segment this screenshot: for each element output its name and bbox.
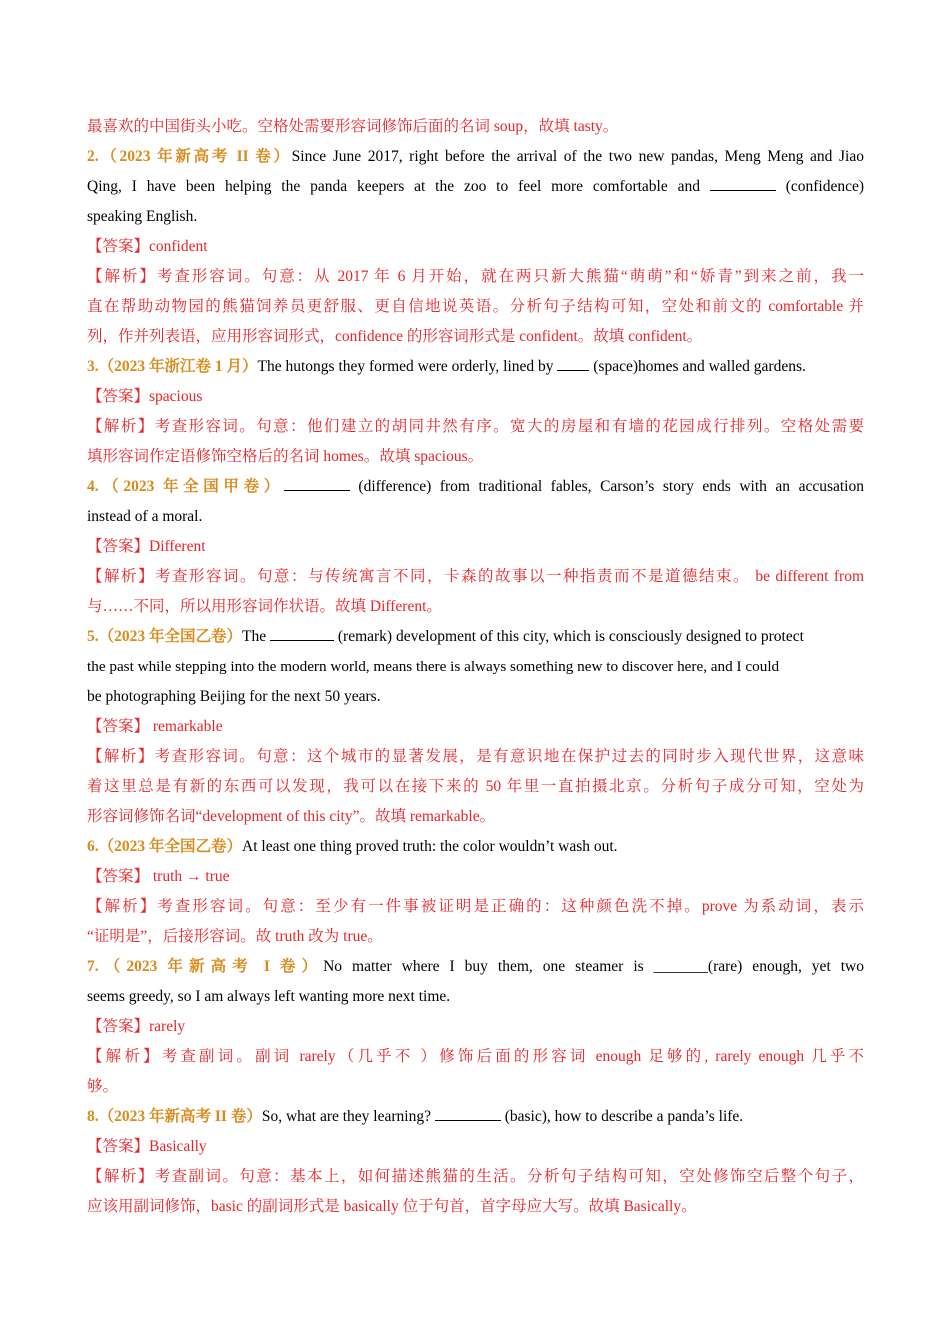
q2-text2a: Qing, I have been helping the panda keepers at the zoo to feel more comfortable and (87, 178, 700, 195)
q7-answer: 【答案】rarely (87, 1018, 186, 1035)
q5-question-line2: the past while stepping into the modern world, means there is always something new to discover here, and I could (87, 658, 780, 675)
q3-answer: 【答案】spacious (87, 388, 203, 405)
q3-answer-blank (557, 355, 589, 371)
q2-question-line3: speaking English. (87, 208, 198, 225)
q3-analysis-line1: 【解析】考查形容词。句意：他们建立的胡同井然有序。宽大的房屋和有墙的花园成行排列。空格处需要 (87, 418, 864, 435)
document-page (87, 112, 864, 1222)
q8-answer-blank (435, 1105, 501, 1121)
q7-question-line1 (87, 952, 864, 982)
q5-analysis-line3: 形容词修饰名词“development of this city”。故填 remarkable。 (87, 808, 496, 825)
q2-answer: 【答案】confident (87, 238, 208, 255)
q4-question-line1 (87, 472, 864, 502)
q2-hint: (confidence) (785, 178, 865, 195)
q8-question-line1 (87, 1102, 864, 1132)
q6-question-line1 (87, 832, 864, 862)
q6-analysis-line1: 【解析】考查形容词。句意：至少有一件事被证明是正确的：这种颜色洗不掉。prove 为系动词，表示 (87, 898, 864, 915)
q5-text: The (242, 628, 267, 645)
q6-label: 6.（2023 年全国乙卷） (87, 838, 243, 855)
q4-label: 4.（2023 年全国甲卷） (87, 478, 284, 495)
q7-label: 7.（2023 年新高考 I 卷） (87, 958, 324, 975)
q5-question-line1 (87, 622, 864, 652)
q6-text: At least one thing proved truth: the color wouldn’t wash out. (242, 838, 618, 855)
q3-question-line1 (87, 352, 864, 382)
q2-question-line2 (87, 172, 864, 202)
q3-analysis-line2: 填形容词作定语修饰空格后的名词 homes。故填 spacious。 (87, 448, 484, 465)
q2-analysis-line1: 【解析】考查形容词。句意：从 2017 年 6 月开始，就在两只新大熊猫“萌萌”和“娇青”到来之前，我一 (87, 268, 864, 285)
q8-hint: (basic), how to describe a panda’s life. (504, 1108, 744, 1125)
q4-analysis-line2: 与……不同，所以用形容词作状语。故填 Different。 (87, 598, 442, 615)
q7-analysis-line1: 【解析】考查副词。副词 rarely（几乎不 ）修饰后面的形容词 enough 足够的, rarely enough 几乎不 (87, 1048, 864, 1065)
q5-analysis-line2: 着这里总是有新的东西可以发现，我可以在接下来的 50 年里一直拍摄北京。分析句子成分可知，空处为 (87, 778, 864, 795)
q5-label: 5.（2023 年全国乙卷） (87, 628, 243, 645)
q2-text: Since June 2017, right before the arrival of the two new pandas, Meng Meng and Jiao (291, 148, 864, 165)
q8-text: So, what are they learning? (261, 1108, 431, 1125)
q3-text: The hutongs they formed were orderly, lined by (257, 358, 554, 375)
q5-analysis-line1: 【解析】考查形容词。句意：这个城市的显著发展，是有意识地在保护过去的同时步入现代世界，这意味 (87, 748, 864, 765)
q3-label: 3.（2023 年浙江卷 1 月） (87, 358, 258, 375)
intro-analysis-text: 最喜欢的中国街头小吃。空格处需要形容词修饰后面的名词 soup，故填 tasty。 (87, 118, 619, 135)
q5-question-line3: be photographing Beijing for the next 50 years. (87, 688, 381, 705)
q2-analysis-line2: 直在帮助动物园的熊猫饲养员更舒服、更自信地说英语。分析句子结构可知，空处和前文的 comfortable 并 (87, 298, 864, 315)
q4-answer-blank (284, 475, 350, 491)
q7-question-line2: seems greedy, so I am always left wanting more next time. (87, 988, 451, 1005)
q8-label: 8.（2023 年新高考 II 卷） (87, 1108, 262, 1125)
q6-answer: 【答案】 truth → true (87, 868, 230, 885)
q5-answer: 【答案】 remarkable (87, 718, 223, 735)
q7-analysis-line2: 够。 (87, 1078, 119, 1095)
q4-text: (difference) from traditional fables, Carson’s story ends with an accusation (358, 478, 864, 495)
q2-analysis-line3: 列，作并列表语，应用形容词形式，confidence 的形容词形式是 confident。故填 confident。 (87, 328, 703, 345)
q2-answer-blank (710, 175, 776, 191)
q8-analysis-line1: 【解析】考查副词。句意：基本上，如何描述熊猫的生活。分析句子结构可知，空处修饰空后整个句子， (87, 1168, 864, 1185)
q4-analysis-line1: 【解析】考查形容词。句意：与传统寓言不同，卡森的故事以一种指责而不是道德结束。 be different from (87, 568, 864, 585)
q2-question-line1 (87, 142, 864, 172)
q4-question-line2: instead of a moral. (87, 508, 203, 525)
q6-analysis-line2: “证明是”，后接形容词。故 truth 改为 true。 (87, 928, 383, 945)
q8-answer: 【答案】Basically (87, 1138, 207, 1155)
q8-analysis-line2: 应该用副词修饰，basic 的副词形式是 basically 位于句首，首字母应大写。故填 Basically。 (87, 1198, 697, 1215)
q4-answer: 【答案】Different (87, 538, 206, 555)
q5-hint: (remark) development of this city, which is consciously designed to protect (337, 628, 804, 645)
q5-answer-blank (270, 625, 334, 641)
q7-text: No matter where I buy them, one steamer is _______(rare) enough, yet two (323, 958, 864, 975)
q2-label: 2.（2023 年新高考 II 卷） (87, 148, 292, 165)
q3-hint: (space)homes and walled gardens. (593, 358, 806, 375)
